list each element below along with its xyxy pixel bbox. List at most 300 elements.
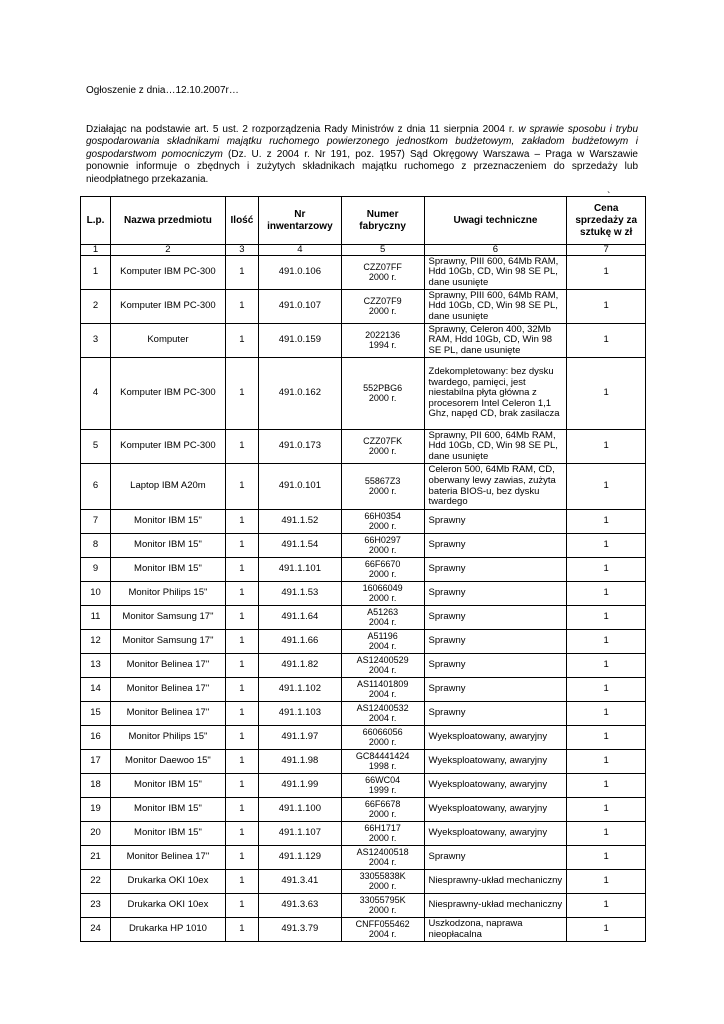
cell-technical-notes-text: Wyeksploatowany, awaryjny — [428, 755, 548, 767]
cell-quantity — [225, 678, 258, 702]
cell-lp — [81, 534, 111, 558]
cell-inventory-number — [258, 654, 341, 678]
cell-serial-number-text: 66H0297 2000 r. — [364, 535, 401, 555]
cell-inventory-number-text: 491.0.162 — [278, 387, 321, 399]
cell-quantity-text: 1 — [239, 923, 245, 935]
cell-price — [567, 324, 646, 358]
cell-inventory-number — [258, 822, 341, 846]
cell-quantity-text: 1 — [239, 387, 245, 399]
cell-price-text: 1 — [603, 266, 609, 278]
cell-price — [567, 798, 646, 822]
cell-lp — [81, 726, 111, 750]
cell-item-name — [111, 290, 226, 324]
table-row — [81, 750, 646, 774]
cell-item-name — [111, 918, 226, 942]
cell-serial-number — [341, 558, 424, 582]
cell-inventory-number — [258, 558, 341, 582]
cell-quantity — [225, 630, 258, 654]
cell-lp-text: 3 — [92, 334, 99, 346]
cell-lp — [81, 464, 111, 510]
cell-item-name-text: Monitor IBM 15" — [134, 539, 202, 551]
cell-technical-notes — [424, 774, 567, 798]
cell-price-text: 1 — [603, 659, 609, 671]
cell-technical-notes-text: Sprawny, PII 600, 64Mb RAM, Hdd 10Gb, CD, Win 98 SE PL, dane usunięte — [428, 429, 558, 462]
cell-technical-notes-text: Wyeksploatowany, awaryjny — [428, 803, 548, 815]
cell-lp-text: 13 — [90, 659, 101, 671]
cell-lp — [81, 774, 111, 798]
cell-item-name-text: Komputer IBM PC-300 — [120, 300, 216, 312]
cell-serial-number — [341, 918, 424, 942]
cell-inventory-number — [258, 430, 341, 464]
column-number: 5 — [341, 245, 424, 256]
cell-serial-number-text: CNFF055462 2004 r. — [355, 919, 410, 939]
cell-quantity-text: 1 — [239, 707, 245, 719]
cell-technical-notes — [424, 324, 567, 358]
header-serial-number: Numer fabryczny — [341, 197, 424, 245]
cell-lp-text: 1 — [92, 266, 99, 278]
cell-quantity — [225, 654, 258, 678]
cell-technical-notes-text: Sprawny, PIII 600, 64Mb RAM, Hdd 10Gb, CD, Win 98 SE PL, dane usunięte — [428, 255, 559, 288]
cell-price — [567, 846, 646, 870]
cell-item-name-text: Monitor Belinea 17" — [126, 707, 210, 719]
cell-quantity-text: 1 — [239, 875, 245, 887]
cell-inventory-number — [258, 534, 341, 558]
cell-inventory-number-text: 491.1.129 — [278, 851, 321, 863]
table-row — [81, 894, 646, 918]
table-row — [81, 654, 646, 678]
cell-serial-number-text: 66F6678 2000 r. — [364, 799, 401, 819]
cell-price-text: 1 — [603, 851, 609, 863]
cell-serial-number-text: CZZ07FK 2000 r. — [363, 436, 403, 456]
cell-item-name — [111, 846, 226, 870]
cell-lp-text: 16 — [90, 731, 101, 743]
cell-lp — [81, 358, 111, 430]
cell-technical-notes — [424, 894, 567, 918]
cell-quantity — [225, 774, 258, 798]
cell-inventory-number-text: 491.1.98 — [281, 755, 319, 767]
cell-lp-text: 8 — [92, 539, 99, 551]
table-row — [81, 256, 646, 290]
cell-quantity — [225, 430, 258, 464]
cell-inventory-number — [258, 798, 341, 822]
cell-lp-text: 24 — [90, 923, 101, 935]
cell-quantity — [225, 894, 258, 918]
cell-lp-text: 7 — [92, 515, 99, 527]
cell-item-name — [111, 894, 226, 918]
cell-inventory-number-text: 491.3.63 — [281, 899, 319, 911]
cell-inventory-number — [258, 678, 341, 702]
cell-quantity-text: 1 — [239, 731, 245, 743]
cell-lp-text: 20 — [90, 827, 101, 839]
table-row — [81, 430, 646, 464]
cell-inventory-number — [258, 846, 341, 870]
table-row — [81, 324, 646, 358]
cell-price — [567, 582, 646, 606]
cell-lp-text: 4 — [92, 387, 99, 399]
cell-lp — [81, 256, 111, 290]
cell-lp — [81, 630, 111, 654]
cell-item-name — [111, 726, 226, 750]
header-quantity: Ilość — [225, 197, 258, 245]
header-price: Cena sprzedaży za sztukę w zł — [567, 197, 646, 245]
cell-quantity — [225, 702, 258, 726]
cell-item-name-text: Monitor Belinea 17" — [126, 659, 210, 671]
cell-lp-text: 15 — [90, 707, 101, 719]
table-row — [81, 870, 646, 894]
cell-serial-number — [341, 846, 424, 870]
cell-serial-number — [341, 654, 424, 678]
cell-serial-number — [341, 678, 424, 702]
cell-inventory-number-text: 491.3.79 — [281, 923, 319, 935]
cell-price-text: 1 — [603, 334, 609, 346]
cell-technical-notes-text: Niesprawny-układ mechaniczny — [428, 899, 563, 911]
cell-price-text: 1 — [603, 635, 609, 647]
cell-quantity-text: 1 — [239, 851, 245, 863]
cell-technical-notes-text: Sprawny — [428, 683, 466, 695]
cell-item-name-text: Monitor Philips 15" — [128, 731, 208, 743]
cell-price-text: 1 — [603, 587, 609, 599]
cell-technical-notes — [424, 256, 567, 290]
cell-price-text: 1 — [603, 923, 609, 935]
cell-technical-notes — [424, 606, 567, 630]
cell-serial-number — [341, 510, 424, 534]
cell-item-name — [111, 358, 226, 430]
cell-price-text: 1 — [603, 755, 609, 767]
cell-serial-number-text: GC84441424 1998 r. — [355, 751, 410, 771]
cell-lp-text: 21 — [90, 851, 101, 863]
cell-inventory-number — [258, 582, 341, 606]
cell-lp — [81, 324, 111, 358]
cell-serial-number — [341, 464, 424, 510]
table-row — [81, 678, 646, 702]
cell-inventory-number — [258, 774, 341, 798]
cell-technical-notes-text: Sprawny — [428, 659, 466, 671]
cell-serial-number-text: AS12400518 2004 r. — [356, 847, 409, 867]
cell-quantity — [225, 290, 258, 324]
column-number: 4 — [258, 245, 341, 256]
cell-quantity-text: 1 — [239, 827, 245, 839]
cell-inventory-number-text: 491.1.99 — [281, 779, 319, 791]
cell-item-name-text: Monitor IBM 15" — [134, 827, 202, 839]
cell-item-name — [111, 870, 226, 894]
cell-price-text: 1 — [603, 563, 609, 575]
cell-serial-number-text: AS12400529 2004 r. — [356, 655, 409, 675]
cell-lp — [81, 894, 111, 918]
cell-item-name-text: Monitor IBM 15" — [134, 515, 202, 527]
cell-technical-notes — [424, 558, 567, 582]
intro-paragraph — [86, 124, 638, 186]
cell-price — [567, 750, 646, 774]
cell-price — [567, 654, 646, 678]
cell-item-name-text: Laptop IBM A20m — [130, 480, 206, 492]
cell-lp-text: 14 — [90, 683, 101, 695]
cell-lp — [81, 822, 111, 846]
cell-item-name — [111, 430, 226, 464]
cell-serial-number-text: 55867Z3 2000 r. — [364, 476, 401, 496]
cell-quantity-text: 1 — [239, 515, 245, 527]
cell-technical-notes-text: Sprawny — [428, 563, 466, 575]
cell-item-name — [111, 774, 226, 798]
cell-item-name-text: Drukarka OKI 10ex — [127, 899, 209, 911]
cell-quantity — [225, 870, 258, 894]
cell-price — [567, 774, 646, 798]
cell-inventory-number-text: 491.0.107 — [278, 300, 321, 312]
cell-quantity-text: 1 — [239, 899, 245, 911]
cell-technical-notes-text: Sprawny — [428, 515, 466, 527]
cell-inventory-number — [258, 464, 341, 510]
header-inventory-number: Nr inwentarzowy — [258, 197, 341, 245]
cell-serial-number-text: CZZ07F9 2000 r. — [363, 296, 402, 316]
cell-quantity — [225, 750, 258, 774]
cell-quantity-text: 1 — [239, 803, 245, 815]
cell-technical-notes — [424, 702, 567, 726]
cell-item-name-text: Komputer IBM PC-300 — [120, 266, 216, 278]
cell-price — [567, 606, 646, 630]
cell-inventory-number-text: 491.0.159 — [278, 334, 321, 346]
table-row — [81, 918, 646, 942]
cell-serial-number — [341, 870, 424, 894]
cell-price-text: 1 — [603, 827, 609, 839]
cell-lp-text: 9 — [92, 563, 99, 575]
cell-price — [567, 256, 646, 290]
cell-price — [567, 558, 646, 582]
cell-item-name — [111, 822, 226, 846]
cell-inventory-number-text: 491.1.82 — [281, 659, 319, 671]
cell-price — [567, 464, 646, 510]
cell-inventory-number — [258, 750, 341, 774]
table-row — [81, 464, 646, 510]
cell-inventory-number — [258, 726, 341, 750]
cell-lp-text: 5 — [92, 440, 99, 452]
cell-lp — [81, 654, 111, 678]
cell-item-name — [111, 534, 226, 558]
cell-quantity — [225, 534, 258, 558]
cell-inventory-number-text: 491.1.66 — [281, 635, 319, 647]
table-row — [81, 358, 646, 430]
cell-price-text: 1 — [603, 480, 609, 492]
cell-technical-notes — [424, 510, 567, 534]
cell-price — [567, 678, 646, 702]
column-number: 6 — [424, 245, 567, 256]
cell-quantity-text: 1 — [239, 266, 245, 278]
cell-lp — [81, 510, 111, 534]
cell-inventory-number-text: 491.1.52 — [281, 515, 319, 527]
cell-inventory-number-text: 491.0.173 — [278, 440, 321, 452]
cell-serial-number — [341, 290, 424, 324]
cell-quantity — [225, 324, 258, 358]
cell-quantity-text: 1 — [239, 659, 245, 671]
cell-item-name-text: Drukarka HP 1010 — [128, 923, 207, 935]
cell-price — [567, 534, 646, 558]
intro-text-start: Działając na podstawie art. 5 ust. 2 rozporządzenia Rady Ministrów z dnia 11 sierpnia 2004 r. — [86, 124, 519, 135]
cell-item-name-text: Drukarka OKI 10ex — [127, 875, 209, 887]
cell-price — [567, 430, 646, 464]
cell-item-name-text: Monitor IBM 15" — [134, 563, 202, 575]
table-row — [81, 630, 646, 654]
cell-price — [567, 702, 646, 726]
cell-item-name — [111, 750, 226, 774]
items-table — [80, 196, 646, 942]
column-number: 2 — [111, 245, 226, 256]
cell-price-text: 1 — [603, 899, 609, 911]
cell-inventory-number-text: 491.1.100 — [278, 803, 321, 815]
cell-serial-number — [341, 358, 424, 430]
cell-serial-number — [341, 798, 424, 822]
cell-item-name — [111, 702, 226, 726]
cell-quantity — [225, 256, 258, 290]
table-row — [81, 726, 646, 750]
cell-serial-number — [341, 256, 424, 290]
cell-technical-notes — [424, 358, 567, 430]
cell-technical-notes-text: Sprawny — [428, 539, 466, 551]
cell-quantity-text: 1 — [239, 440, 245, 452]
cell-serial-number-text: 33055838K 2000 r. — [359, 871, 406, 891]
cell-lp — [81, 702, 111, 726]
cell-technical-notes — [424, 870, 567, 894]
column-number: 1 — [81, 245, 111, 256]
cell-item-name — [111, 324, 226, 358]
cell-price — [567, 510, 646, 534]
cell-technical-notes-text: Sprawny — [428, 707, 466, 719]
cell-technical-notes — [424, 534, 567, 558]
cell-price-text: 1 — [603, 779, 609, 791]
cell-serial-number — [341, 774, 424, 798]
cell-item-name — [111, 678, 226, 702]
cell-serial-number-text: 33055795K 2000 r. — [359, 895, 406, 915]
cell-serial-number-text: 66H0354 2000 r. — [364, 511, 401, 531]
cell-serial-number — [341, 726, 424, 750]
cell-price — [567, 918, 646, 942]
table-row — [81, 702, 646, 726]
cell-quantity — [225, 846, 258, 870]
cell-lp-text: 22 — [90, 875, 101, 887]
cell-technical-notes — [424, 846, 567, 870]
cell-item-name-text: Monitor IBM 15" — [134, 803, 202, 815]
cell-technical-notes — [424, 582, 567, 606]
cell-serial-number-text: 2022136 1994 r. — [365, 330, 401, 350]
cell-price — [567, 822, 646, 846]
cell-item-name-text: Monitor IBM 15" — [134, 779, 202, 791]
cell-lp — [81, 558, 111, 582]
cell-quantity-text: 1 — [239, 334, 245, 346]
cell-technical-notes-text: Wyeksploatowany, awaryjny — [428, 827, 548, 839]
cell-item-name — [111, 606, 226, 630]
cell-item-name — [111, 798, 226, 822]
cell-serial-number — [341, 534, 424, 558]
cell-price — [567, 290, 646, 324]
cell-inventory-number-text: 491.1.64 — [281, 611, 319, 623]
cell-price-text: 1 — [603, 611, 609, 623]
cell-serial-number — [341, 324, 424, 358]
cell-serial-number-text: AS12400532 2004 r. — [356, 703, 409, 723]
header-row — [81, 197, 646, 245]
cell-item-name-text: Monitor Daewoo 15" — [125, 755, 211, 767]
cell-quantity-text: 1 — [239, 587, 245, 599]
cell-price-text: 1 — [603, 300, 609, 312]
cell-technical-notes-text: Wyeksploatowany, awaryjny — [428, 779, 548, 791]
table-row — [81, 558, 646, 582]
cell-quantity-text: 1 — [239, 683, 245, 695]
cell-inventory-number — [258, 870, 341, 894]
cell-technical-notes-text: Sprawny, Celeron 400, 32Mb RAM, Hdd 10Gb, CD, Win 98 SE PL, dane usunięte — [428, 323, 553, 356]
cell-price-text: 1 — [603, 387, 609, 399]
cell-lp-text: 6 — [92, 480, 99, 492]
announcement-heading: Ogłoszenie z dnia…12.10.2007r… — [86, 85, 239, 96]
cell-quantity — [225, 822, 258, 846]
cell-serial-number — [341, 750, 424, 774]
cell-serial-number — [341, 894, 424, 918]
cell-item-name-text: Komputer IBM PC-300 — [120, 387, 216, 399]
cell-serial-number-text: 16066049 2000 r. — [362, 583, 403, 603]
cell-lp — [81, 582, 111, 606]
table-row — [81, 606, 646, 630]
cell-inventory-number-text: 491.3.41 — [281, 875, 319, 887]
cell-inventory-number — [258, 510, 341, 534]
cell-item-name-text: Monitor Belinea 17" — [126, 683, 210, 695]
cell-item-name — [111, 630, 226, 654]
cell-technical-notes — [424, 678, 567, 702]
cell-serial-number-text: A51263 2004 r. — [367, 607, 399, 627]
cell-item-name — [111, 558, 226, 582]
cell-price-text: 1 — [603, 731, 609, 743]
cell-lp — [81, 750, 111, 774]
cell-price — [567, 358, 646, 430]
cell-serial-number — [341, 702, 424, 726]
cell-technical-notes-text: Sprawny — [428, 635, 466, 647]
cell-quantity-text: 1 — [239, 635, 245, 647]
cell-inventory-number-text: 491.1.103 — [278, 707, 321, 719]
cell-lp — [81, 798, 111, 822]
header-technical-notes: Uwagi techniczne — [424, 197, 567, 245]
header-lp: L.p. — [81, 197, 111, 245]
cell-technical-notes — [424, 630, 567, 654]
cell-item-name — [111, 654, 226, 678]
cell-inventory-number — [258, 358, 341, 430]
cell-lp-text: 17 — [90, 755, 101, 767]
cell-serial-number-text: AS11401809 2004 r. — [356, 679, 409, 699]
cell-item-name-text: Monitor Samsung 17" — [122, 611, 214, 623]
cell-lp — [81, 606, 111, 630]
cell-inventory-number-text: 491.1.101 — [278, 563, 321, 575]
table-row — [81, 290, 646, 324]
cell-price — [567, 630, 646, 654]
cell-serial-number — [341, 630, 424, 654]
cell-inventory-number — [258, 702, 341, 726]
cell-quantity — [225, 464, 258, 510]
cell-inventory-number-text: 491.1.102 — [278, 683, 321, 695]
intro-text-italic: w sprawie sposobu i trybu gospodarowania składnikami majątku ruchomego powierzonego jednostkom budżetowym, zakładom budżetowym i gospodarstwom pomocniczym — [86, 124, 639, 160]
table-row — [81, 774, 646, 798]
cell-lp — [81, 678, 111, 702]
intro-text-end: (Dz. U. z 2004 r. Nr 191, poz. 1957) Sąd Okręgowy Warszawa – Praga w Warszawie ponownie informuje o zbędnych i zużytych składnikach majątku ruchomego z przeznaczeniem do sprzedaży lub nieodpłatnego przekazania. — [86, 148, 638, 185]
cell-quantity — [225, 582, 258, 606]
cell-lp-text: 12 — [90, 635, 101, 647]
cell-lp-text: 19 — [90, 803, 101, 815]
cell-quantity-text: 1 — [239, 779, 245, 791]
cell-inventory-number — [258, 606, 341, 630]
cell-item-name — [111, 256, 226, 290]
cell-technical-notes-text: Sprawny — [428, 587, 466, 599]
cell-quantity-text: 1 — [239, 611, 245, 623]
cell-quantity — [225, 358, 258, 430]
cell-price-text: 1 — [603, 539, 609, 551]
cell-lp-text: 23 — [90, 899, 101, 911]
table-row — [81, 822, 646, 846]
cell-technical-notes-text: Sprawny — [428, 851, 466, 863]
cell-technical-notes-text: Celeron 500, 64Mb RAM, CD, oberwany lewy zawias, zużyta bateria BIOS-u, bez dysku twardego — [428, 464, 556, 508]
cell-price-text: 1 — [603, 683, 609, 695]
cell-lp — [81, 290, 111, 324]
